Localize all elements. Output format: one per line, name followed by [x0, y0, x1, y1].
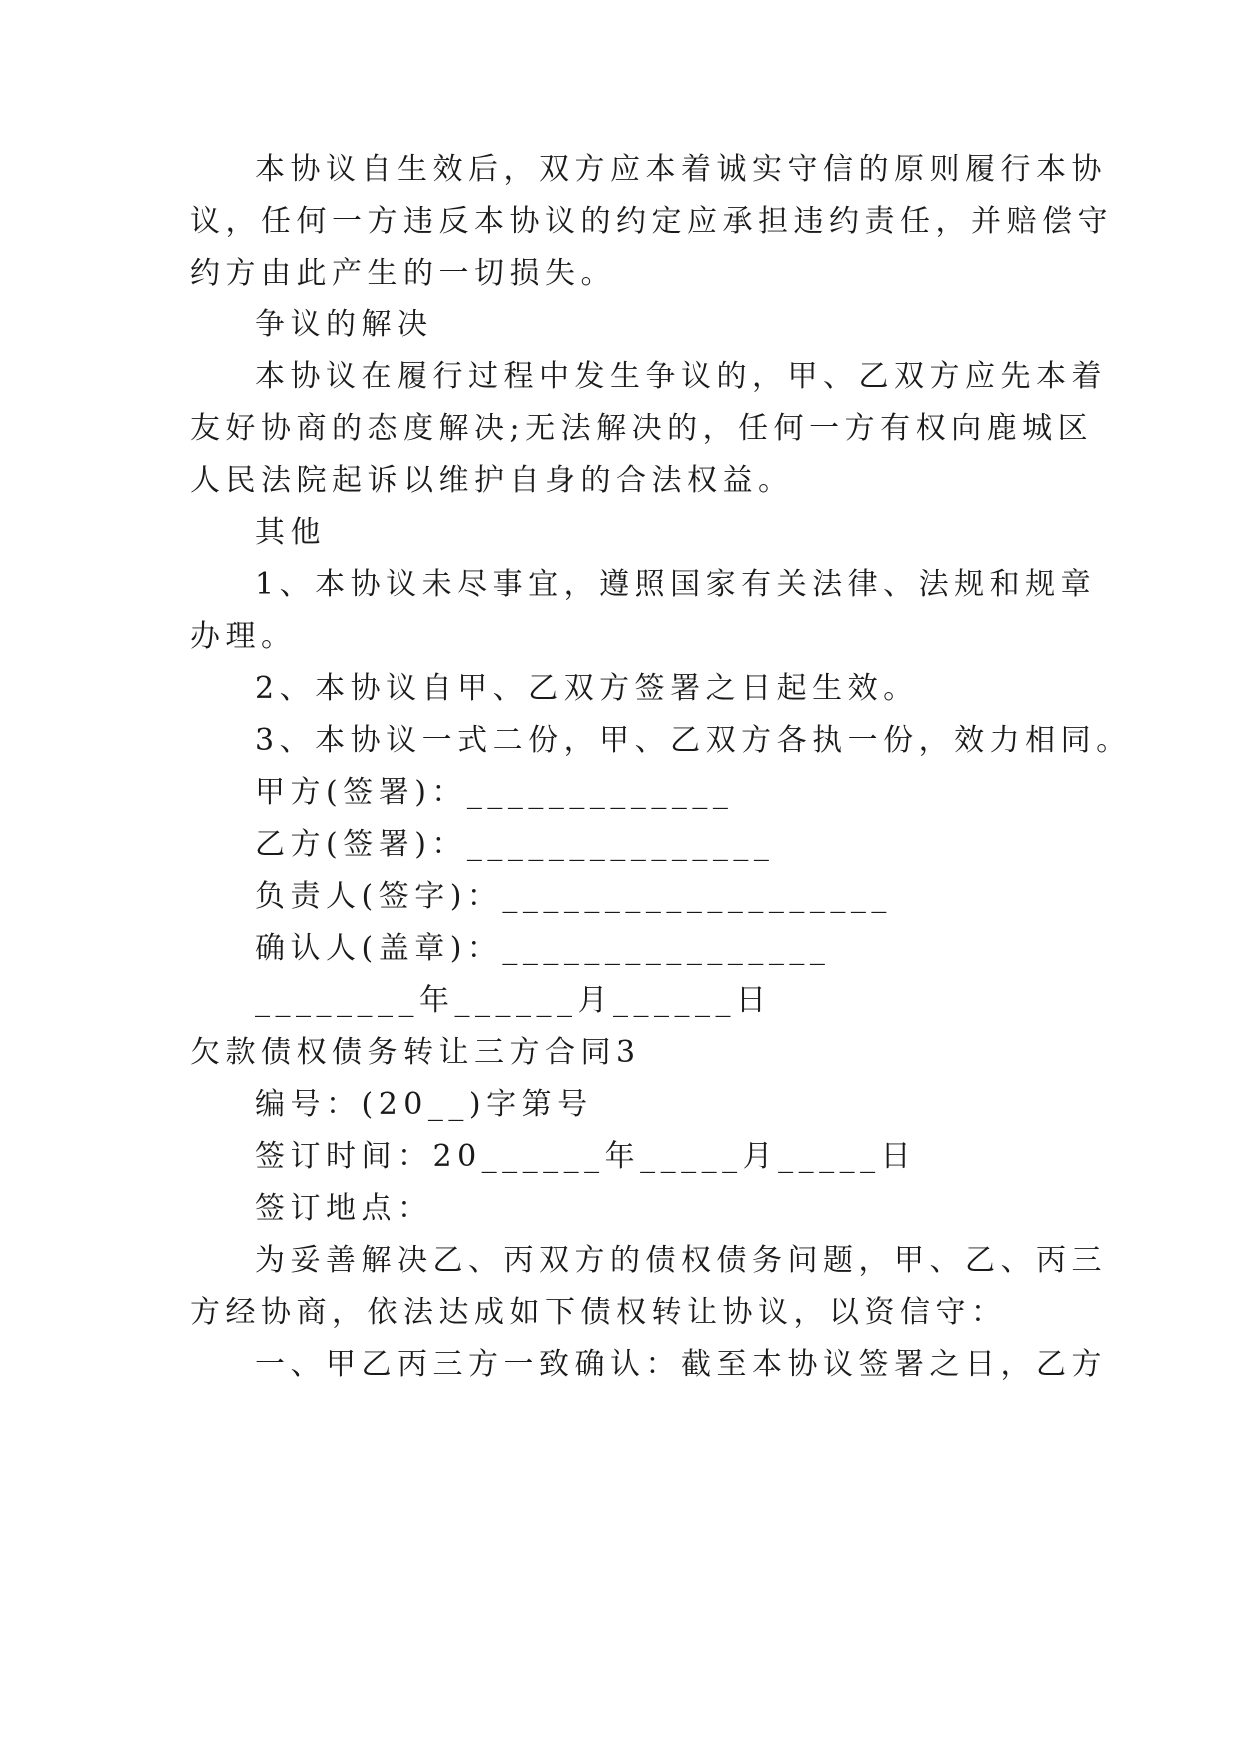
- contract-number: 编号：(20__)字第号: [255, 1087, 593, 1122]
- contract-title: 欠款债权债务转让三方合同3: [190, 1035, 641, 1070]
- paragraph-line: 本协议在履行过程中发生争议的，甲、乙双方应先本着: [255, 359, 1107, 394]
- signature-line-party-a: 甲方(签署)：_____________: [255, 775, 734, 810]
- paragraph-line: 为妥善解决乙、丙双方的债权债务问题，甲、乙、丙三: [255, 1243, 1107, 1278]
- signature-line-confirmer: 确认人(盖章)：________________: [255, 931, 831, 966]
- section-heading: 其他: [255, 515, 326, 550]
- signature-line-responsible: 负责人(签字)：___________________: [255, 879, 892, 914]
- signature-line-party-b: 乙方(签署)：_______________: [255, 827, 775, 862]
- list-item: 1、本协议未尽事宜，遵照国家有关法律、法规和规章: [255, 567, 1097, 602]
- article-line: 一、甲乙丙三方一致确认：截至本协议签署之日，乙方: [255, 1347, 1107, 1382]
- sign-time: 签订时间：20______年_____月_____日: [255, 1139, 917, 1174]
- paragraph-line: 约方由此产生的一切损失。: [190, 256, 616, 291]
- list-item: 3、本协议一式二份，甲、乙双方各执一份，效力相同。: [255, 723, 1132, 758]
- signature-date: ________年______月______日: [255, 983, 772, 1018]
- list-item: 2、本协议自甲、乙双方签署之日起生效。: [255, 671, 919, 706]
- paragraph-line: 本协议自生效后，双方应本着诚实守信的原则履行本协: [255, 152, 1107, 187]
- section-heading: 争议的解决: [255, 307, 433, 342]
- sign-place: 签订地点：: [255, 1191, 433, 1226]
- paragraph-line: 议，任何一方违反本协议的约定应承担违约责任，并赔偿守: [190, 204, 1113, 239]
- paragraph-line: 人民法院起诉以维护自身的合法权益。: [190, 463, 794, 498]
- list-item-continued: 办理。: [190, 619, 297, 654]
- paragraph-line: 友好协商的态度解决;无法解决的，任何一方有权向鹿城区: [190, 411, 1094, 446]
- paragraph-line: 方经协商，依法达成如下债权转让协议，以资信守：: [190, 1295, 1007, 1330]
